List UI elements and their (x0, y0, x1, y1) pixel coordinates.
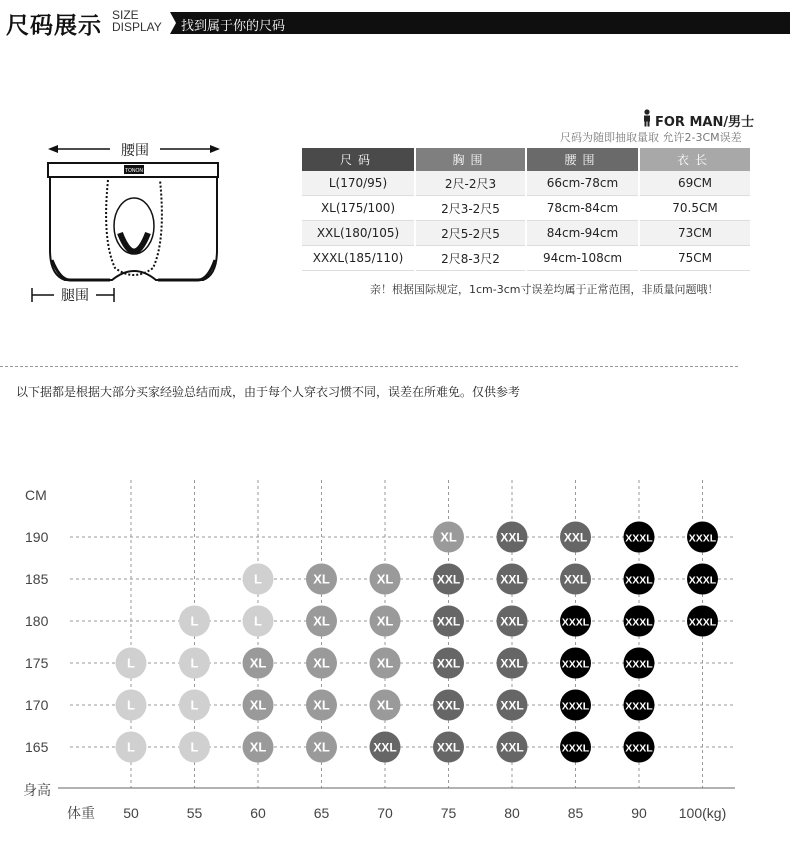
size-dot-xxl (560, 522, 591, 553)
size-dot-l (179, 690, 210, 721)
x-tick-label: 85 (567, 805, 584, 821)
size-dot-xxl (433, 606, 464, 637)
size-dot-xxl (497, 606, 528, 637)
size-dot-l (116, 732, 147, 763)
title-english-line2: DISPLAY (112, 20, 162, 34)
chart-dots (116, 522, 719, 763)
size-dot-label: L (190, 613, 199, 629)
cell: 69CM (640, 171, 750, 196)
size-dot-xxxl (560, 648, 591, 679)
size-dot-xxxl (624, 648, 655, 679)
section-divider (0, 366, 738, 367)
cell: 73CM (640, 221, 750, 246)
size-dot-xxl (370, 732, 401, 763)
size-dot-label: XL (313, 739, 330, 755)
size-dot-label: L (127, 739, 135, 755)
size-dot-label: XXXL (688, 616, 717, 629)
table-row (302, 221, 750, 246)
size-dot-xl (306, 690, 337, 721)
header-subtitle: 找到属于你的尺码 (181, 19, 286, 34)
size-dot-label: L (190, 655, 199, 671)
cell: 78cm-84cm (527, 196, 638, 221)
size-dot-label: XXXL (625, 700, 653, 713)
size-dot-label: XXL (436, 656, 461, 671)
cell: 2尺3-2尺5 (416, 196, 525, 221)
size-dot-label: L (127, 697, 135, 713)
size-dot-l (179, 732, 210, 763)
size-dot-xxxl (687, 522, 718, 553)
size-dot-xxl (560, 564, 591, 595)
size-dot-xxxl (687, 564, 718, 595)
size-dot-label: XL (249, 739, 267, 755)
size-dot-label: XL (376, 613, 394, 629)
size-dot-l (116, 690, 147, 721)
y-tick-label: 180 (25, 613, 49, 629)
size-dot-xxl (433, 732, 464, 763)
size-dot-label: XXL (563, 572, 588, 587)
size-dot-label: XXL (436, 614, 461, 629)
size-dot-label: XL (376, 571, 394, 587)
waist-label: 腰围 (121, 143, 149, 159)
size-dot-label: XXXL (625, 574, 653, 587)
waist-arrow-right-icon (210, 145, 220, 153)
size-dot-xl (306, 606, 337, 637)
size-dot-l (243, 564, 274, 595)
size-dot-label: XL (249, 697, 267, 713)
cell: 84cm-94cm (527, 221, 638, 246)
size-dot-xxl (433, 690, 464, 721)
size-dot-xxxl (624, 522, 655, 553)
size-dot-xxl (497, 732, 528, 763)
cell: 66cm-78cm (527, 171, 638, 196)
size-dot-label: XXXL (561, 700, 590, 713)
size-dot-label: XXL (436, 572, 461, 587)
x-tick-label: 90 (631, 805, 647, 821)
header-bar-notch (170, 12, 176, 34)
size-dot-xxxl (560, 732, 591, 763)
waist-arrow-left-icon (48, 145, 58, 153)
size-dot-label: XL (313, 697, 330, 713)
y-tick-label: 170 (25, 697, 49, 713)
size-dot-label: XXXL (625, 616, 653, 629)
size-dot-xxl (433, 648, 464, 679)
size-dot-xxxl (687, 606, 718, 637)
size-dot-xxl (497, 648, 528, 679)
size-dot-xl (306, 564, 337, 595)
size-dot-label: XL (249, 655, 267, 671)
table-row (302, 171, 750, 196)
title-english-line1: SIZE (112, 8, 139, 22)
x-tick-label: 70 (377, 805, 393, 821)
size-dot-label: XXL (436, 698, 461, 713)
size-dot-label: XXL (373, 740, 397, 755)
size-dot-label: XL (313, 655, 330, 671)
size-dot-xxl (433, 564, 464, 595)
y-tick-label: 175 (25, 655, 49, 671)
y-tick-label: 185 (25, 571, 49, 587)
size-dot-xxl (497, 564, 528, 595)
underwear-body (50, 177, 217, 280)
size-dot-label: XL (440, 529, 457, 545)
x-tick-label: 80 (504, 805, 520, 821)
size-dot-xxxl (624, 690, 655, 721)
cell: XL(175/100) (302, 196, 414, 221)
cell: XXXL(185/110) (302, 246, 414, 271)
size-dot-xxxl (624, 564, 655, 595)
size-dot-label: XXXL (625, 742, 653, 755)
underwear-diagram (20, 130, 240, 315)
x-tick-label: 100(kg) (678, 805, 727, 821)
y-unit-label: CM (25, 487, 47, 503)
size-dot-xxl (497, 522, 528, 553)
size-dot-label: XXXL (561, 658, 590, 671)
size-dot-label: XXL (500, 572, 524, 587)
brand-tag-text: TONON (125, 168, 143, 174)
size-dot-xl (370, 606, 401, 637)
title-english (112, 9, 162, 33)
size-dot-xxxl (560, 690, 591, 721)
x-tick-label: 60 (250, 805, 266, 821)
size-dot-label: L (127, 655, 135, 671)
cell: 2尺5-2尺5 (416, 221, 525, 246)
size-dot-label: XXXL (625, 532, 653, 545)
x-axis-label: 体重 (67, 805, 95, 821)
size-dot-l (243, 606, 274, 637)
y-axis-label: 身高 (23, 782, 51, 798)
size-dot-xxl (497, 690, 528, 721)
size-dot-xl (433, 522, 464, 553)
size-dot-xl (306, 648, 337, 679)
size-dot-label: XXXL (625, 658, 653, 671)
size-dot-xl (243, 690, 274, 721)
cell: 75CM (640, 246, 750, 271)
x-tick-label: 65 (313, 805, 330, 821)
size-dot-label: XXL (500, 740, 524, 755)
size-dot-xl (306, 732, 337, 763)
size-dot-l (179, 648, 210, 679)
size-dot-label: XL (376, 697, 394, 713)
size-dot-l (116, 648, 147, 679)
size-dot-label: XXL (500, 656, 524, 671)
size-chart (0, 470, 790, 850)
size-dot-xxxl (560, 606, 591, 637)
size-dot-label: XXXL (561, 742, 590, 755)
tolerance-footnote: 亲！根据国际规定，1cm-3cm寸误差均属于正常范围，非质量问题哦！ (370, 283, 719, 296)
cell: 2尺-2尺3 (416, 171, 525, 196)
size-dot-label: L (254, 613, 262, 629)
size-dot-label: L (190, 697, 199, 713)
size-dot-xl (243, 648, 274, 679)
size-note: 尺码为随即抽取量取 允许2-3CM误差 (560, 131, 742, 144)
cell: 70.5CM (640, 196, 750, 221)
col-waist: 腰围 (527, 148, 638, 171)
size-dot-label: XXL (500, 614, 524, 629)
size-dot-xl (243, 732, 274, 763)
size-dot-label: XL (376, 655, 394, 671)
size-dot-label: L (254, 571, 262, 587)
size-dot-label: XL (313, 613, 330, 629)
size-dot-l (179, 606, 210, 637)
x-tick-label: 55 (186, 805, 203, 821)
cell: XXL(180/105) (302, 221, 414, 246)
size-table-header (302, 148, 750, 171)
table-row (302, 246, 750, 271)
col-length: 衣长 (640, 148, 750, 171)
gender-label: FOR MAN/男士 (655, 115, 755, 130)
size-dot-label: XXXL (688, 574, 717, 587)
size-dot-label: XL (313, 571, 330, 587)
col-size: 尺码 (302, 148, 414, 171)
cell: 2尺8-3尺2 (416, 246, 525, 271)
leg-label: 腿围 (61, 288, 89, 304)
size-dot-label: XXXL (688, 532, 717, 545)
cell: L(170/95) (302, 171, 414, 196)
x-tick-label: 75 (440, 805, 457, 821)
size-dot-xl (370, 564, 401, 595)
y-tick-label: 190 (25, 529, 49, 545)
size-dot-label: XXXL (561, 616, 590, 629)
size-table (300, 148, 752, 271)
disclaimer-text: 以下据都是根据大部分买家经验总结而成，由于每个人穿衣习惯不同，误差在所难免。仅供参考 (16, 385, 521, 399)
cell: 94cm-108cm (527, 246, 638, 271)
size-dot-xl (370, 690, 401, 721)
size-dot-label: XXL (500, 698, 524, 713)
man-icon (642, 109, 652, 127)
size-dot-xxxl (624, 732, 655, 763)
x-tick-label: 50 (123, 805, 139, 821)
table-row (302, 196, 750, 221)
col-chest: 胸围 (416, 148, 525, 171)
size-dot-label: L (190, 739, 199, 755)
y-tick-label: 165 (25, 739, 49, 755)
size-dot-label: XXL (563, 530, 588, 545)
size-dot-xxxl (624, 606, 655, 637)
size-dot-xl (370, 648, 401, 679)
size-dot-label: XXL (500, 530, 524, 545)
page-title: 尺码展示 (6, 13, 102, 39)
size-dot-label: XXL (436, 740, 461, 755)
